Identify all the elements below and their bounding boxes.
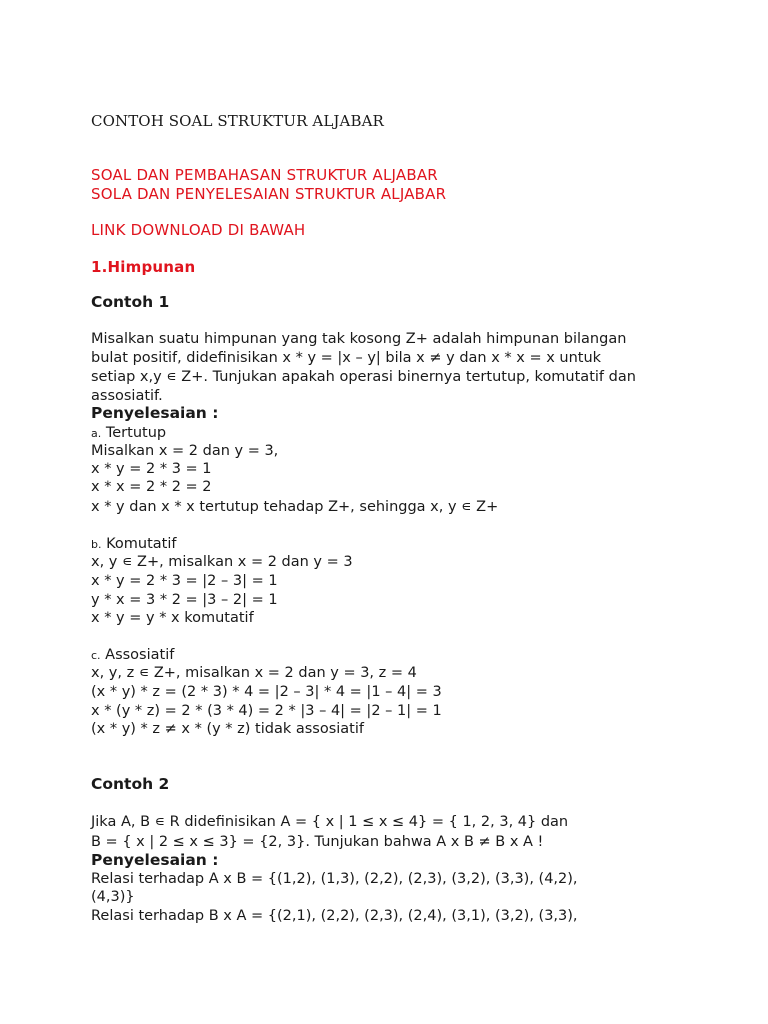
part-a-line: x * y dan x * x tertutup tehadap Z+, sehingga x, y ∊ Z+: [91, 499, 499, 515]
part-a-marker: a.: [91, 427, 102, 440]
contoh2-relation-line: Relasi terhadap B x A = {(2,1), (2,2), (2,3), (2,4), (3,1), (3,2), (3,3),: [91, 908, 578, 924]
contoh1-penyelesaian-label: Penyelesaian :: [91, 404, 219, 422]
red-download-link[interactable]: LINK DOWNLOAD DI BAWAH: [91, 221, 306, 239]
contoh2-problem-line: B = { x | 2 ≤ x ≤ 3} = {2, 3}. Tunjukan bahwa A x B ≠ B x A !: [91, 834, 544, 850]
part-c-line: (x * y) * z = (2 * 3) * 4 = |2 – 3| * 4 = |1 – 4| = 3: [91, 684, 442, 700]
contoh2-heading: Contoh 2: [91, 775, 170, 793]
part-a-label: Tertutup: [105, 425, 167, 441]
part-c-header: [91, 646, 174, 665]
contoh2-problem-line: Jika A, B ∊ R didefinisikan A = { x | 1 ≤ x ≤ 4} = { 1, 2, 3, 4} dan: [91, 814, 569, 830]
contoh1-problem-line: assosiatif.: [91, 388, 163, 404]
contoh2-relation-line: (4,3)}: [91, 889, 135, 905]
part-b-line: x, y ∊ Z+, misalkan x = 2 dan y = 3: [91, 554, 353, 570]
section-himpunan-heading: 1.Himpunan: [91, 258, 196, 276]
part-a-line: x * y = 2 * 3 = 1: [91, 461, 212, 477]
part-c-line: x * (y * z) = 2 * (3 * 4) = 2 * |3 – 4| = |2 – 1| = 1: [91, 703, 442, 719]
part-b-line: x * y = y * x komutatif: [91, 610, 254, 626]
red-heading-soal: SOAL DAN PEMBAHASAN STRUKTUR ALJABAR: [91, 166, 438, 184]
part-c-label: Assosiatif: [105, 647, 175, 663]
part-a-line: Misalkan x = 2 dan y = 3,: [91, 443, 279, 459]
contoh1-problem-line: Misalkan suatu himpunan yang tak kosong Z+ adalah himpunan bilangan: [91, 331, 627, 347]
red-heading-sola: SOLA DAN PENYELESAIAN STRUKTUR ALJABAR: [91, 185, 447, 203]
part-b-line: x * y = 2 * 3 = |2 – 3| = 1: [91, 573, 278, 589]
document-title: CONTOH SOAL STRUKTUR ALJABAR: [91, 112, 384, 130]
contoh1-problem-line: bulat positif, didefinisikan x * y = |x – y| bila x ≠ y dan x * x = x untuk: [91, 350, 602, 366]
contoh1-problem-line: setiap x,y ∊ Z+. Tunjukan apakah operasi binernya tertutup, komutatif dan: [91, 369, 636, 385]
part-c-marker: c.: [91, 649, 101, 662]
part-b-header: [91, 535, 176, 554]
contoh2-penyelesaian-label: Penyelesaian :: [91, 851, 219, 869]
contoh2-relation-line: Relasi terhadap A x B = {(1,2), (1,3), (2,2), (2,3), (3,2), (3,3), (4,2),: [91, 871, 578, 887]
part-c-line: (x * y) * z ≠ x * (y * z) tidak assosiatif: [91, 721, 364, 737]
part-b-marker: b.: [91, 538, 102, 551]
part-a-line: x * x = 2 * 2 = 2: [91, 479, 212, 495]
part-b-line: y * x = 3 * 2 = |3 – 2| = 1: [91, 592, 278, 608]
contoh1-heading: Contoh 1: [91, 293, 170, 311]
part-b-label: Komutatif: [106, 536, 177, 552]
part-c-line: x, y, z ∊ Z+, misalkan x = 2 dan y = 3, z = 4: [91, 665, 417, 681]
part-a-header: [91, 424, 166, 443]
